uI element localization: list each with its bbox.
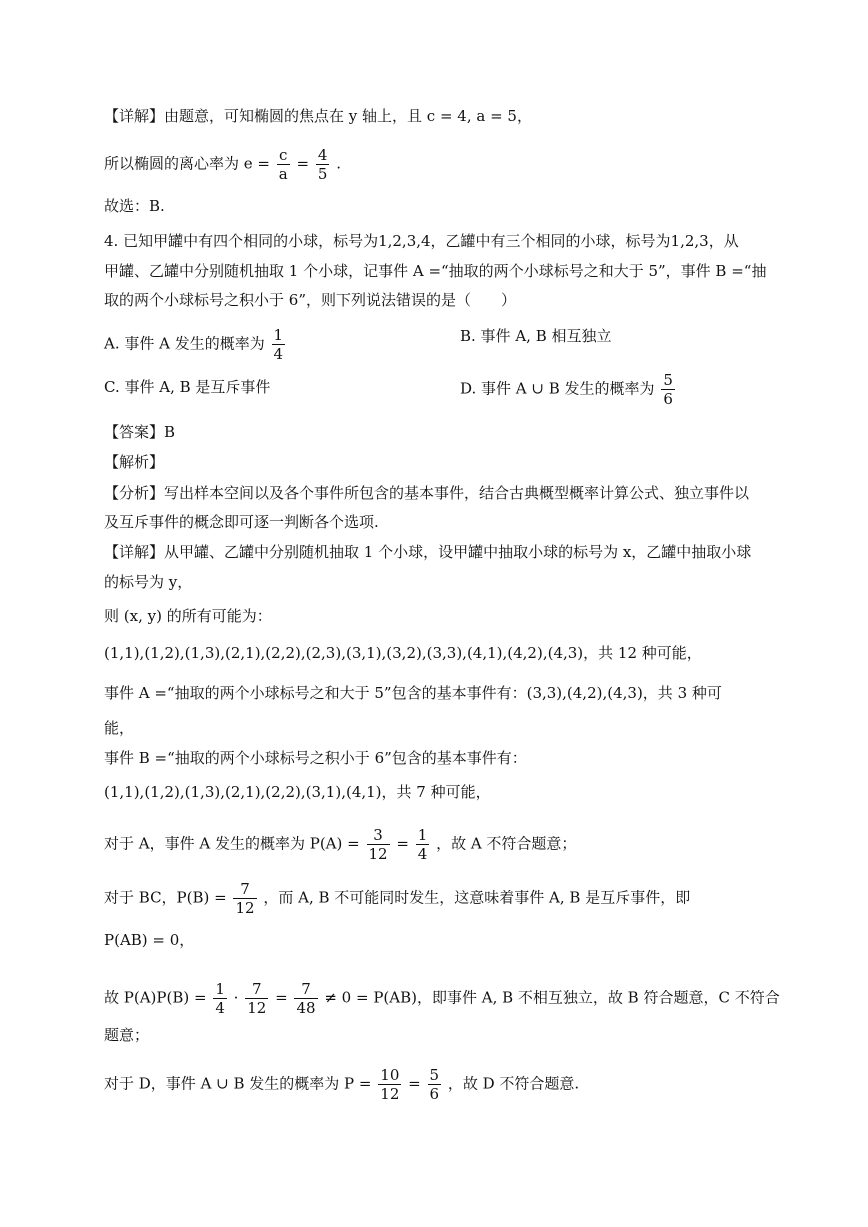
- detail-line-1: 【详解】由题意，可知椭圆的焦点在 y 轴上，且 c = 4, a = 5，: [104, 107, 532, 125]
- option-b: B. 事件 A, B 相互独立: [460, 327, 612, 345]
- event-b-outcomes: (1,1),(1,2),(1,3),(2,1),(2,2),(3,1),(4,1)，共 7 种可能，: [104, 783, 491, 801]
- detail-2-line-1: 【详解】从甲罐、乙罐中分别随机抽取 1 个小球，设甲罐中抽取小球的标号为 x，乙罐中抽取小球: [104, 543, 752, 561]
- independence-line: 故 P(A)P(B) = $\frac{1}{4}$ · $\frac{7}{12}$ = $\frac{7}{48}$ ≠ 0 = P(AB)，即事件 A, B 不相互独立，故 B 符合题意，C 不符合: [104, 980, 780, 1017]
- option-a: A. 事件 A 发生的概率为 $\frac{1}{4}$: [104, 326, 284, 363]
- fraction-5-over-6: $\frac{5}{6}$: [663, 371, 673, 408]
- fraction-c-over-a: $\frac{c}{a}$: [278, 146, 288, 183]
- question-4-line-2: 甲罐、乙罐中分别随机抽取 1 个小球，记事件 A =“抽取的两个小球标号之和大于 5”，事件 B =“抽: [104, 262, 767, 280]
- detail-2-line-3: 则 (x, y) 的所有可能为：: [104, 607, 272, 625]
- choice-line-1: 故选：B.: [104, 197, 165, 215]
- option-d: D. 事件 A ∪ B 发生的概率为 $\frac{5}{6}$: [460, 371, 673, 408]
- case-a-line: 对于 A，事件 A 发生的概率为 P(A) = $\frac{3}{12}$ = $\frac{1}{4}$ ，故 A 不符合题意；: [104, 826, 577, 863]
- event-b-line: 事件 B =“抽取的两个小球标号之积小于 6”包含的基本事件有：: [104, 749, 527, 767]
- p-ab-line: P(AB) = 0，: [104, 931, 195, 949]
- option-c: C. 事件 A, B 是互斥事件: [104, 378, 271, 396]
- analysis-line-1: 【分析】写出样本空间以及各个事件所包含的基本事件，结合古典概型概率计算公式、独立事件以: [104, 484, 750, 502]
- fraction-4-over-5: $\frac{4}{5}$: [317, 146, 328, 183]
- sample-space-line: (1,1),(1,2),(1,3),(2,1),(2,2),(2,3),(3,1),(3,2),(3,3),(4,1),(4,2),(4,3)，共 12 种可能，: [104, 644, 702, 662]
- fraction-1-over-4: $\frac{1}{4}$: [273, 326, 284, 363]
- question-4-line-1: 4. 已知甲罐中有四个相同的小球，标号为1,2,3,4，乙罐中有三个相同的小球，标号为1,2,3，从: [104, 232, 739, 250]
- case-bc-line: 对于 BC，P(B) = $\frac{7}{12}$ ，而 A, B 不可能同时发生，这意味着事件 A, B 是互斥事件，即: [104, 880, 691, 917]
- independence-line-cont: 题意；: [104, 1026, 150, 1044]
- event-a-line: 事件 A =“抽取的两个小球标号之和大于 5”包含的基本事件有：(3,3),(4,2),(4,3)，共 3 种可: [104, 684, 722, 702]
- event-a-line-cont: 能，: [104, 719, 135, 737]
- answer-line: 【答案】B: [104, 423, 176, 441]
- question-4-line-3: 取的两个小球标号之积小于 6”，则下列说法错误的是（ ）: [104, 291, 516, 309]
- eccentricity-line: 所以椭圆的离心率为 e = $\frac{c}{a}$ = $\frac{4}{5}$ .: [104, 146, 341, 183]
- case-d-line: 对于 D，事件 A ∪ B 发生的概率为 P = $\frac{10}{12}$ = $\frac{5}{6}$ ，故 D 不符合题意.: [104, 1066, 580, 1103]
- detail-2-line-2: 的标号为 y，: [104, 573, 193, 591]
- analysis-heading: 【解析】: [104, 453, 165, 471]
- analysis-line-2: 及互斥事件的概念即可逐一判断各个选项.: [104, 513, 379, 531]
